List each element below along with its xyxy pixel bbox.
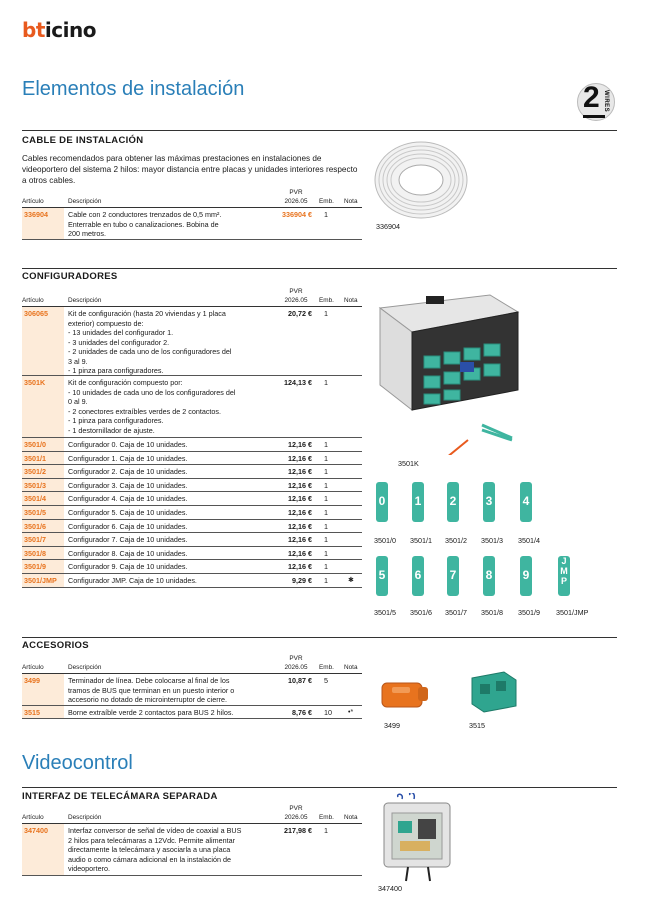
col-nota: Nota [344, 664, 358, 671]
chip-digit: 4 [522, 494, 530, 508]
chip-caption: 3501/2 [445, 536, 467, 545]
section-divider [22, 787, 617, 788]
cable-coil-image [372, 138, 470, 222]
col-descripcion: Descripción [68, 297, 102, 304]
description: Terminador de línea. Debe colocarse al final de los tramos de BUS que terminan en un puesto interior o accesorio no dotado de microinterruptor de cierre. [68, 676, 235, 704]
emb-qty: 1 [324, 507, 328, 517]
chip-digit: 8 [485, 568, 493, 582]
col-emb: Emb. [319, 198, 334, 205]
col-pvr-date: 2026.05 [284, 814, 308, 821]
col-pvr-date: 2026.05 [284, 664, 308, 671]
description: Cable con 2 conductores trenzados de 0,5 mm². Enterrable en tubo o canalizaciones. Bobina de 200 metros. [68, 210, 222, 238]
configurator-kit-image [372, 290, 522, 455]
col-articulo: Artículo [22, 814, 44, 821]
table-row [22, 438, 362, 452]
emb-qty: 1 [324, 826, 328, 835]
col-pvr-label: PVR [289, 655, 303, 662]
emb-qty: 5 [324, 676, 328, 685]
chip-digit: 1 [414, 494, 422, 508]
configurator-chip [447, 556, 459, 596]
price: 12,16 € [288, 521, 312, 531]
configurator-chip [412, 556, 424, 596]
article-code: 3501/7 [24, 535, 46, 545]
article-code: 3501/9 [24, 562, 46, 572]
table-header [22, 188, 362, 208]
col-descripcion: Descripción [68, 814, 102, 821]
camera-interface-image [378, 793, 458, 883]
article-code: 3501/8 [24, 548, 46, 558]
accessories-section-title: ACCESORIOS [22, 640, 89, 651]
price: 10,87 € [288, 676, 312, 685]
price: 336904 € [282, 210, 312, 219]
price: 12,16 € [288, 440, 312, 449]
col-pvr-date: 2026.05 [284, 198, 308, 205]
article-code: 3501/0 [24, 440, 46, 449]
configurator-chip [520, 482, 532, 522]
article-code: 3501/6 [24, 521, 46, 531]
col-descripcion: Descripción [68, 198, 102, 205]
cable-section-title: CABLE DE INSTALACIÓN [22, 135, 144, 146]
article-code: 3499 [24, 676, 40, 685]
configurator-chip [376, 556, 388, 596]
price: 9,29 € [292, 575, 312, 585]
emb-qty: 1 [324, 480, 328, 490]
col-pvr [280, 654, 312, 672]
price: 12,16 € [288, 562, 312, 572]
table-header [22, 654, 362, 674]
table-row [22, 376, 362, 438]
table-row [22, 307, 362, 376]
terminator-caption: 3499 [384, 721, 400, 730]
col-pvr [280, 188, 312, 206]
table-row [22, 520, 362, 534]
emb-qty: 1 [324, 575, 328, 585]
chip-caption: 3501/6 [410, 608, 432, 617]
article-code: 3501/2 [24, 467, 46, 477]
article-code: 336904 [24, 210, 48, 219]
price: 124,13 € [284, 378, 312, 387]
cable-image-caption: 336904 [376, 222, 400, 231]
table-row [22, 574, 362, 588]
chip-digit: 6 [414, 568, 422, 582]
table-row [22, 547, 362, 561]
chip-caption: 3501/1 [410, 536, 432, 545]
col-nota: Nota [344, 297, 358, 304]
col-pvr [280, 804, 312, 822]
article-code: 3501/1 [24, 453, 46, 463]
description: Configurador 5. Caja de 10 unidades. [68, 507, 188, 517]
configurator-chip [558, 556, 570, 596]
table-row [22, 479, 362, 493]
chip-caption: 3501/4 [518, 536, 540, 545]
description: Configurador 3. Caja de 10 unidades. [68, 480, 188, 490]
configurator-chip [483, 482, 495, 522]
col-articulo: Artículo [22, 297, 44, 304]
chip-digit: 0 [378, 494, 386, 508]
description: Kit de configuración (hasta 20 viviendas y 1 placa exterior) compuesto de: - 13 unidades del configurador 1. - 3 unidades del configurador 2. - 2 unidades de cada uno de los configuradores del 3 al 9. - 1 pinza para configuradores. [68, 309, 232, 375]
description: Configurador 2. Caja de 10 unidades. [68, 467, 188, 477]
col-emb: Emb. [319, 297, 334, 304]
description: Configurador 8. Caja de 10 unidades. [68, 548, 188, 558]
article-code: 306065 [24, 309, 48, 318]
configurator-chip [412, 482, 424, 522]
emb-qty: 1 [324, 535, 328, 545]
table-row [22, 533, 362, 547]
col-pvr-date: 2026.05 [284, 297, 308, 304]
emb-qty: 1 [324, 521, 328, 531]
emb-qty: 1 [324, 378, 328, 387]
terminal-caption: 3515 [469, 721, 485, 730]
price: 12,16 € [288, 494, 312, 504]
description: Configurador 7. Caja de 10 unidades. [68, 535, 188, 545]
note: ✱ [348, 576, 354, 584]
col-articulo: Artículo [22, 198, 44, 205]
col-emb: Emb. [319, 664, 334, 671]
table-row [22, 208, 362, 240]
chip-caption: 3501/9 [518, 608, 540, 617]
emb-qty: 1 [324, 548, 328, 558]
emb-qty: 1 [324, 453, 328, 463]
chip-caption: 3501/7 [445, 608, 467, 617]
col-nota: Nota [344, 198, 358, 205]
article-code: 3501/5 [24, 507, 46, 517]
line-terminator-image [378, 673, 432, 715]
section-divider [22, 130, 617, 131]
accessories-table [22, 654, 362, 719]
col-nota: Nota [344, 814, 358, 821]
chip-caption: 3501/8 [481, 608, 503, 617]
description: Kit de configuración compuesto por: - 10 unidades de cada uno de los configuradores del 0 al 9. - 2 conectores extraíbles verdes de 2 contactos. - 1 pinza para configuradores. - 1 destornillador de ajuste. [68, 378, 236, 435]
col-pvr-label: PVR [289, 189, 303, 196]
section-divider [22, 637, 617, 638]
configurator-chip [483, 556, 495, 596]
article-code: 347400 [24, 826, 48, 835]
emb-qty: 1 [324, 210, 328, 219]
description: Configurador 9. Caja de 10 unidades. [68, 562, 188, 572]
emb-qty: 1 [324, 440, 328, 449]
chip-digit: 3 [485, 494, 493, 508]
table-row [22, 492, 362, 506]
config-section-title: CONFIGURADORES [22, 271, 118, 282]
price: 12,16 € [288, 535, 312, 545]
table-row [22, 824, 362, 876]
emb-qty: 1 [324, 309, 328, 318]
price: 217,98 € [284, 826, 312, 835]
table-row [22, 452, 362, 466]
configurator-chip [447, 482, 459, 522]
chip-digit: J M P [560, 556, 568, 586]
article-code: 3501/3 [24, 480, 46, 490]
green-terminal-image [466, 666, 520, 716]
table-row [22, 560, 362, 574]
col-pvr [280, 287, 312, 305]
description: Configurador 6. Caja de 10 unidades. [68, 521, 188, 531]
description: Configurador 1. Caja de 10 unidades. [68, 453, 188, 463]
page-title: Elementos de instalación [22, 78, 245, 100]
chip-caption: 3501/3 [481, 536, 503, 545]
description: Configurador 0. Caja de 10 unidades. [68, 440, 188, 449]
col-pvr-label: PVR [289, 288, 303, 295]
article-code: 3501/JMP [24, 575, 57, 585]
two-wires-badge: 2 WIRES [577, 83, 615, 121]
camera-table [22, 804, 362, 876]
camera-section-title: INTERFAZ DE TELECÁMARA SEPARADA [22, 791, 218, 802]
section-divider [22, 268, 617, 269]
camera-image-caption: 347400 [378, 884, 402, 893]
configurator-chip [376, 482, 388, 522]
col-articulo: Artículo [22, 664, 44, 671]
emb-qty: 10 [324, 708, 332, 717]
price: 12,16 € [288, 480, 312, 490]
col-pvr-label: PVR [289, 805, 303, 812]
cable-table [22, 188, 362, 240]
table-header [22, 287, 362, 307]
price: 12,16 € [288, 548, 312, 558]
chip-caption: 3501/JMP [556, 608, 589, 617]
table-row [22, 465, 362, 479]
description: Borne extraíble verde 2 contactos para BUS 2 hilos. [68, 708, 234, 717]
config-table [22, 287, 362, 588]
table-row [22, 706, 362, 719]
article-code: 3501K [24, 378, 46, 387]
article-code: 3501/4 [24, 494, 46, 504]
chip-digit: 7 [449, 568, 457, 582]
chip-caption: 3501/0 [374, 536, 396, 545]
price: 12,16 € [288, 467, 312, 477]
bticino-logo: bticino [22, 18, 96, 42]
note: •* [348, 709, 354, 716]
price: 20,72 € [288, 309, 312, 318]
chip-digit: 2 [449, 494, 457, 508]
table-row [22, 506, 362, 520]
emb-qty: 1 [324, 562, 328, 572]
chip-caption: 3501/5 [374, 608, 396, 617]
article-code: 3515 [24, 708, 40, 717]
description: Configurador 4. Caja de 10 unidades. [68, 494, 188, 504]
table-header [22, 804, 362, 824]
chip-digit: 5 [378, 568, 386, 582]
kit-image-caption: 3501K [398, 459, 419, 468]
price: 12,16 € [288, 507, 312, 517]
price: 12,16 € [288, 453, 312, 463]
description: Interfaz conversor de señal de vídeo de coaxial a BUS 2 hilos para telecámaras a 12Vdc. Permite alimentar directamente la telecámara y asociarla a una placa audio o como cámara adicional en la instalación de videoportero. [68, 826, 242, 873]
price: 8,76 € [292, 708, 312, 717]
chip-digit: 9 [522, 568, 530, 582]
table-row [22, 674, 362, 706]
col-descripcion: Descripción [68, 664, 102, 671]
cable-intro: Cables recomendados para obtener las máximas prestaciones en instalaciones de videoportero del sistema 2 hilos: mayor distancia entre placas y unidades interiores respecto a otros cables. [22, 154, 358, 185]
emb-qty: 1 [324, 494, 328, 504]
description: Configurador JMP. Caja de 10 unidades. [68, 575, 197, 585]
col-emb: Emb. [319, 814, 334, 821]
configurator-chip [520, 556, 532, 596]
emb-qty: 1 [324, 467, 328, 477]
section-title-videocontrol: Videocontrol [22, 752, 133, 774]
